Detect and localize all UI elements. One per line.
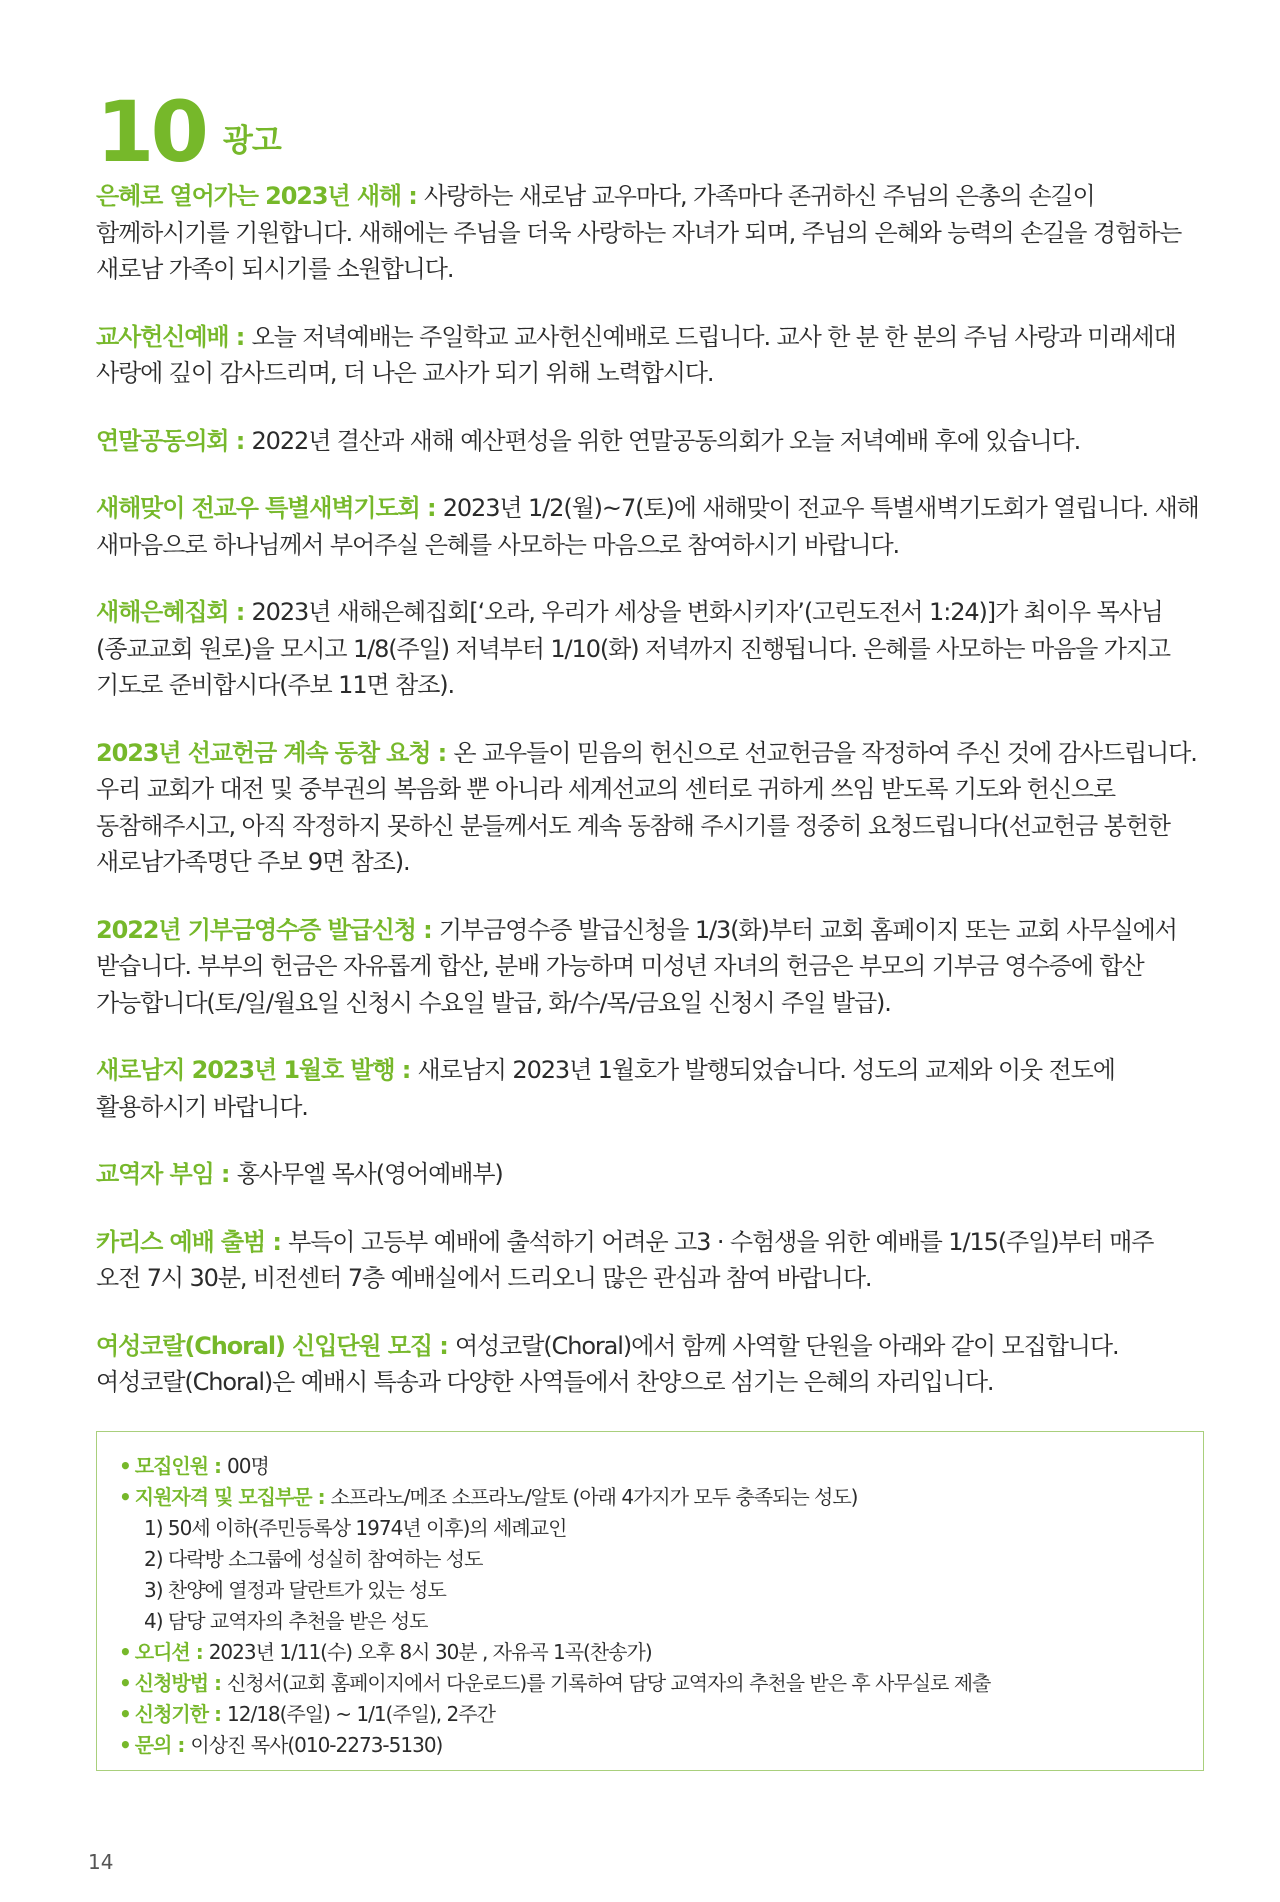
detail-value: 신청서(교회 홈페이지에서 다운로드)를 기록하여 담당 교역자의 추천을 받은 후 사무실로 제출: [227, 1671, 991, 1695]
notice-charis-worship: [96, 1224, 1204, 1297]
notice-title: 2022년 기부금영수증 발급신청 :: [96, 915, 439, 944]
recruit-condition: 1) 50세 이하(주민등록상 1974년 이후)의 세례교인: [144, 1516, 567, 1540]
notice-body: 오늘 저녁예배는 주일학교 교사헌신예배로 드립니다. 교사 한 분 한 분의 주님 사랑과 미래세대 사랑에 깊이 감사드리며, 더 나은 교사가 되기 위해 노력합시다.: [96, 322, 1176, 387]
notice-magazine: [96, 1052, 1204, 1125]
notice-body: 홍사무엘 목사(영어예배부): [236, 1160, 503, 1188]
recruit-condition: 3) 찬양에 열정과 달란트가 있는 성도: [144, 1578, 446, 1602]
notice-title: 새해맞이 전교우 특별새벽기도회 :: [96, 494, 443, 522]
notice-mission-offering: [96, 735, 1204, 881]
notice-title: 교사헌신예배 :: [96, 322, 252, 351]
detail-key: 지원자격 및 모집부문 :: [134, 1485, 331, 1509]
detail-key: 오디션 :: [134, 1640, 209, 1664]
notice-title: 2023년 선교헌금 계속 동참 요청 :: [96, 738, 454, 767]
detail-key: 문의 :: [134, 1733, 191, 1757]
notice-body: 2023년 1/2(월)~7(토)에 새해맞이 전교우 특별새벽기도회가 열립니다. 새해 새마음으로 하나님께서 부어주실 은혜를 사모하는 마음으로 참여하시기 바랍니다.: [96, 494, 1199, 559]
notice-new-year: [96, 178, 1204, 288]
notice-body: 기부금영수증 발급신청을 1/3(화)부터 교회 홈페이지 또는 교회 사무실에서 받습니다. 부부의 헌금은 자유롭게 합산, 분배 가능하며 미성년 자녀의 헌금은 부모의 기부금 영수증에 합산 가능합니다(토/일/월요일 신청시 수요일 발급, 화/수/목/금요일 신청시 주일 발급).: [96, 915, 1177, 1017]
recruit-method: [119, 1668, 1181, 1699]
detail-key: 신청방법 :: [134, 1671, 228, 1695]
bullet-icon: •: [119, 1640, 131, 1664]
recruit-headcount: [119, 1451, 1181, 1482]
notice-body: 2022년 결산과 새해 예산편성을 위한 연말공동의회가 오늘 저녁예배 후에 있습니다.: [251, 426, 1081, 455]
notice-title: 연말공동의회 :: [96, 426, 252, 455]
section-number: 10: [96, 83, 205, 181]
detail-value: 00명: [227, 1454, 269, 1478]
bullet-icon: •: [119, 1671, 131, 1695]
section-title: 광고: [222, 123, 281, 159]
recruit-condition: 2) 다락방 소그룹에 성실히 참여하는 성도: [144, 1547, 483, 1571]
notice-body: 사랑하는 새로남 교우마다, 가족마다 존귀하신 주님의 은총의 손길이 함께하시기를 기원합니다. 새해에는 주님을 더욱 사랑하는 자녀가 되며, 주님의 은혜와 능력의 손길을 경험하는 새로남 가족이 되시기를 소원합니다.: [96, 182, 1182, 283]
notice-title: 교역자 부임 :: [96, 1160, 237, 1188]
notice-year-end-meeting: [96, 423, 1204, 460]
recruit-details-box: [96, 1431, 1204, 1771]
notice-body: 여성코랄(Choral)에서 함께 사역할 단원을 아래와 같이 모집합니다. 여성코랄(Choral)은 예배시 특송과 다양한 사역들에서 찬양으로 섬기는 은혜의 자리입니다.: [96, 1331, 1119, 1396]
notice-title: 새해은혜집회 :: [96, 598, 252, 626]
bullet-icon: •: [119, 1454, 131, 1478]
notice-body: 새로남지 2023년 1월호가 발행되었습니다. 성도의 교제와 이웃 전도에 활용하시기 바랍니다.: [96, 1056, 1115, 1121]
detail-value: 이상진 목사(010-2273-5130): [190, 1733, 443, 1757]
notice-list: [96, 178, 1204, 1432]
notice-title: 카리스 예배 출범 :: [96, 1227, 289, 1256]
notice-body: 부득이 고등부 예배에 출석하기 어려운 고3 · 수험생을 위한 예배를 1/15(주일)부터 매주 오전 7시 30분, 비전센터 7층 예배실에서 드리오니 많은 관심과 참여 바랍니다.: [96, 1227, 1154, 1292]
notice-title: 새로남지 2023년 1월호 발행 :: [96, 1056, 418, 1084]
recruit-condition: 4) 담당 교역자의 추천을 받은 성도: [144, 1609, 428, 1633]
bullet-icon: •: [119, 1733, 131, 1757]
detail-value: 소프라노/메조 소프라노/알토 (아래 4가지가 모두 충족되는 성도): [330, 1485, 858, 1509]
detail-value: 12/18(주일) ~ 1/1(주일), 2주간: [227, 1702, 495, 1726]
notice-new-pastor: [96, 1156, 1204, 1193]
notice-body: 2023년 새해은혜집회[‘오라, 우리가 세상을 변화시키자’(고린도전서 1:24)]가 최이우 목사님(종교교회 원로)을 모시고 1/8(주일) 저녁부터 1/10(화) 저녁까지 진행됩니다. 은혜를 사모하는 마음을 가지고 기도로 준비합시다(주보 11면 참조).: [96, 598, 1171, 699]
notice-dawn-prayer: [96, 490, 1204, 563]
notice-title: 여성코랄(Choral) 신입단원 모집 :: [96, 1331, 455, 1360]
notice-teacher-worship: [96, 319, 1204, 392]
recruit-qualification: [119, 1482, 1181, 1513]
detail-value: 2023년 1/11(수) 오후 8시 30분 , 자유곡 1곡(찬송가): [208, 1640, 652, 1664]
notice-choral-recruit: [96, 1328, 1204, 1401]
detail-key: 신청기한 :: [134, 1702, 228, 1726]
page-number: 14: [88, 1850, 114, 1874]
bullet-icon: •: [119, 1702, 131, 1726]
notice-body: 온 교우들이 믿음의 헌신으로 선교헌금을 작정하여 주신 것에 감사드립니다. 우리 교회가 대전 및 중부권의 복음화 뿐 아니라 세계선교의 센터로 귀하게 쓰임 받도록 기도와 헌신으로 동참해주시고, 아직 작정하지 못하신 분들께서도 계속 동참해 주시기를 정중히 요청드립니다(선교헌금 봉헌한 새로남가족명단 주보 9면 참조).: [96, 738, 1197, 876]
bullet-icon: •: [119, 1485, 131, 1509]
detail-key: 모집인원 :: [134, 1454, 228, 1478]
notice-revival-meeting: [96, 594, 1204, 704]
notice-donation-receipt: [96, 912, 1204, 1022]
section-header: [96, 83, 281, 181]
recruit-contact: [119, 1730, 1181, 1761]
recruit-period: [119, 1699, 1181, 1730]
notice-title: 은혜로 열어가는 2023년 새해 :: [96, 182, 425, 210]
recruit-audition: [119, 1637, 1181, 1668]
